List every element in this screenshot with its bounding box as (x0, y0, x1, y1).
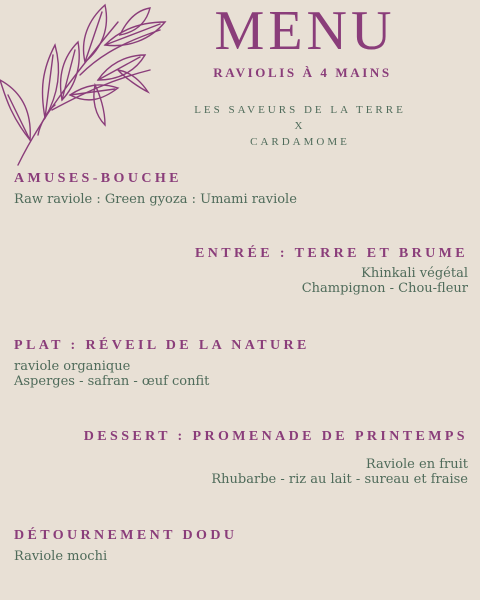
section-amuses-bouche (14, 170, 297, 207)
section-item: Rhubarbe - riz au lait - sureau et fraise (211, 472, 468, 487)
menu-subtitle: RAVIOLIS À 4 MAINS (213, 65, 392, 80)
section-heading: AMUSES-BOUCHE (14, 171, 182, 186)
section-dessert (84, 428, 468, 487)
section-item: Raw raviole : Green gyoza : Umami raviole (14, 192, 297, 207)
collab-line-1: LES SAVEURS DE LA TERRE (194, 104, 406, 116)
collab-line-3: CARDAMOME (250, 136, 350, 148)
section-heading: ENTRÉE : TERRE ET BRUME (195, 246, 468, 261)
collaboration-credit (160, 102, 440, 150)
section-plat (14, 337, 310, 389)
section-heading: DESSERT : PROMENADE DE PRINTEMPS (83, 429, 468, 444)
section-item: Raviole en fruit (365, 457, 468, 472)
section-item: Khinkali végétal (361, 266, 468, 281)
collab-line-2: X (294, 120, 306, 132)
section-entree (195, 245, 468, 296)
section-heading: DÉTOURNEMENT DODU (14, 528, 238, 543)
section-item: Raviole mochi (14, 549, 108, 564)
section-detournement (14, 527, 237, 564)
page-title: MENU (214, 0, 396, 62)
section-item: raviole organique (14, 359, 131, 374)
section-item: Champignon - Chou-fleur (301, 281, 468, 296)
section-item: Asperges - safran - œuf confit (14, 374, 210, 389)
section-heading: PLAT : RÉVEIL DE LA NATURE (14, 338, 310, 353)
